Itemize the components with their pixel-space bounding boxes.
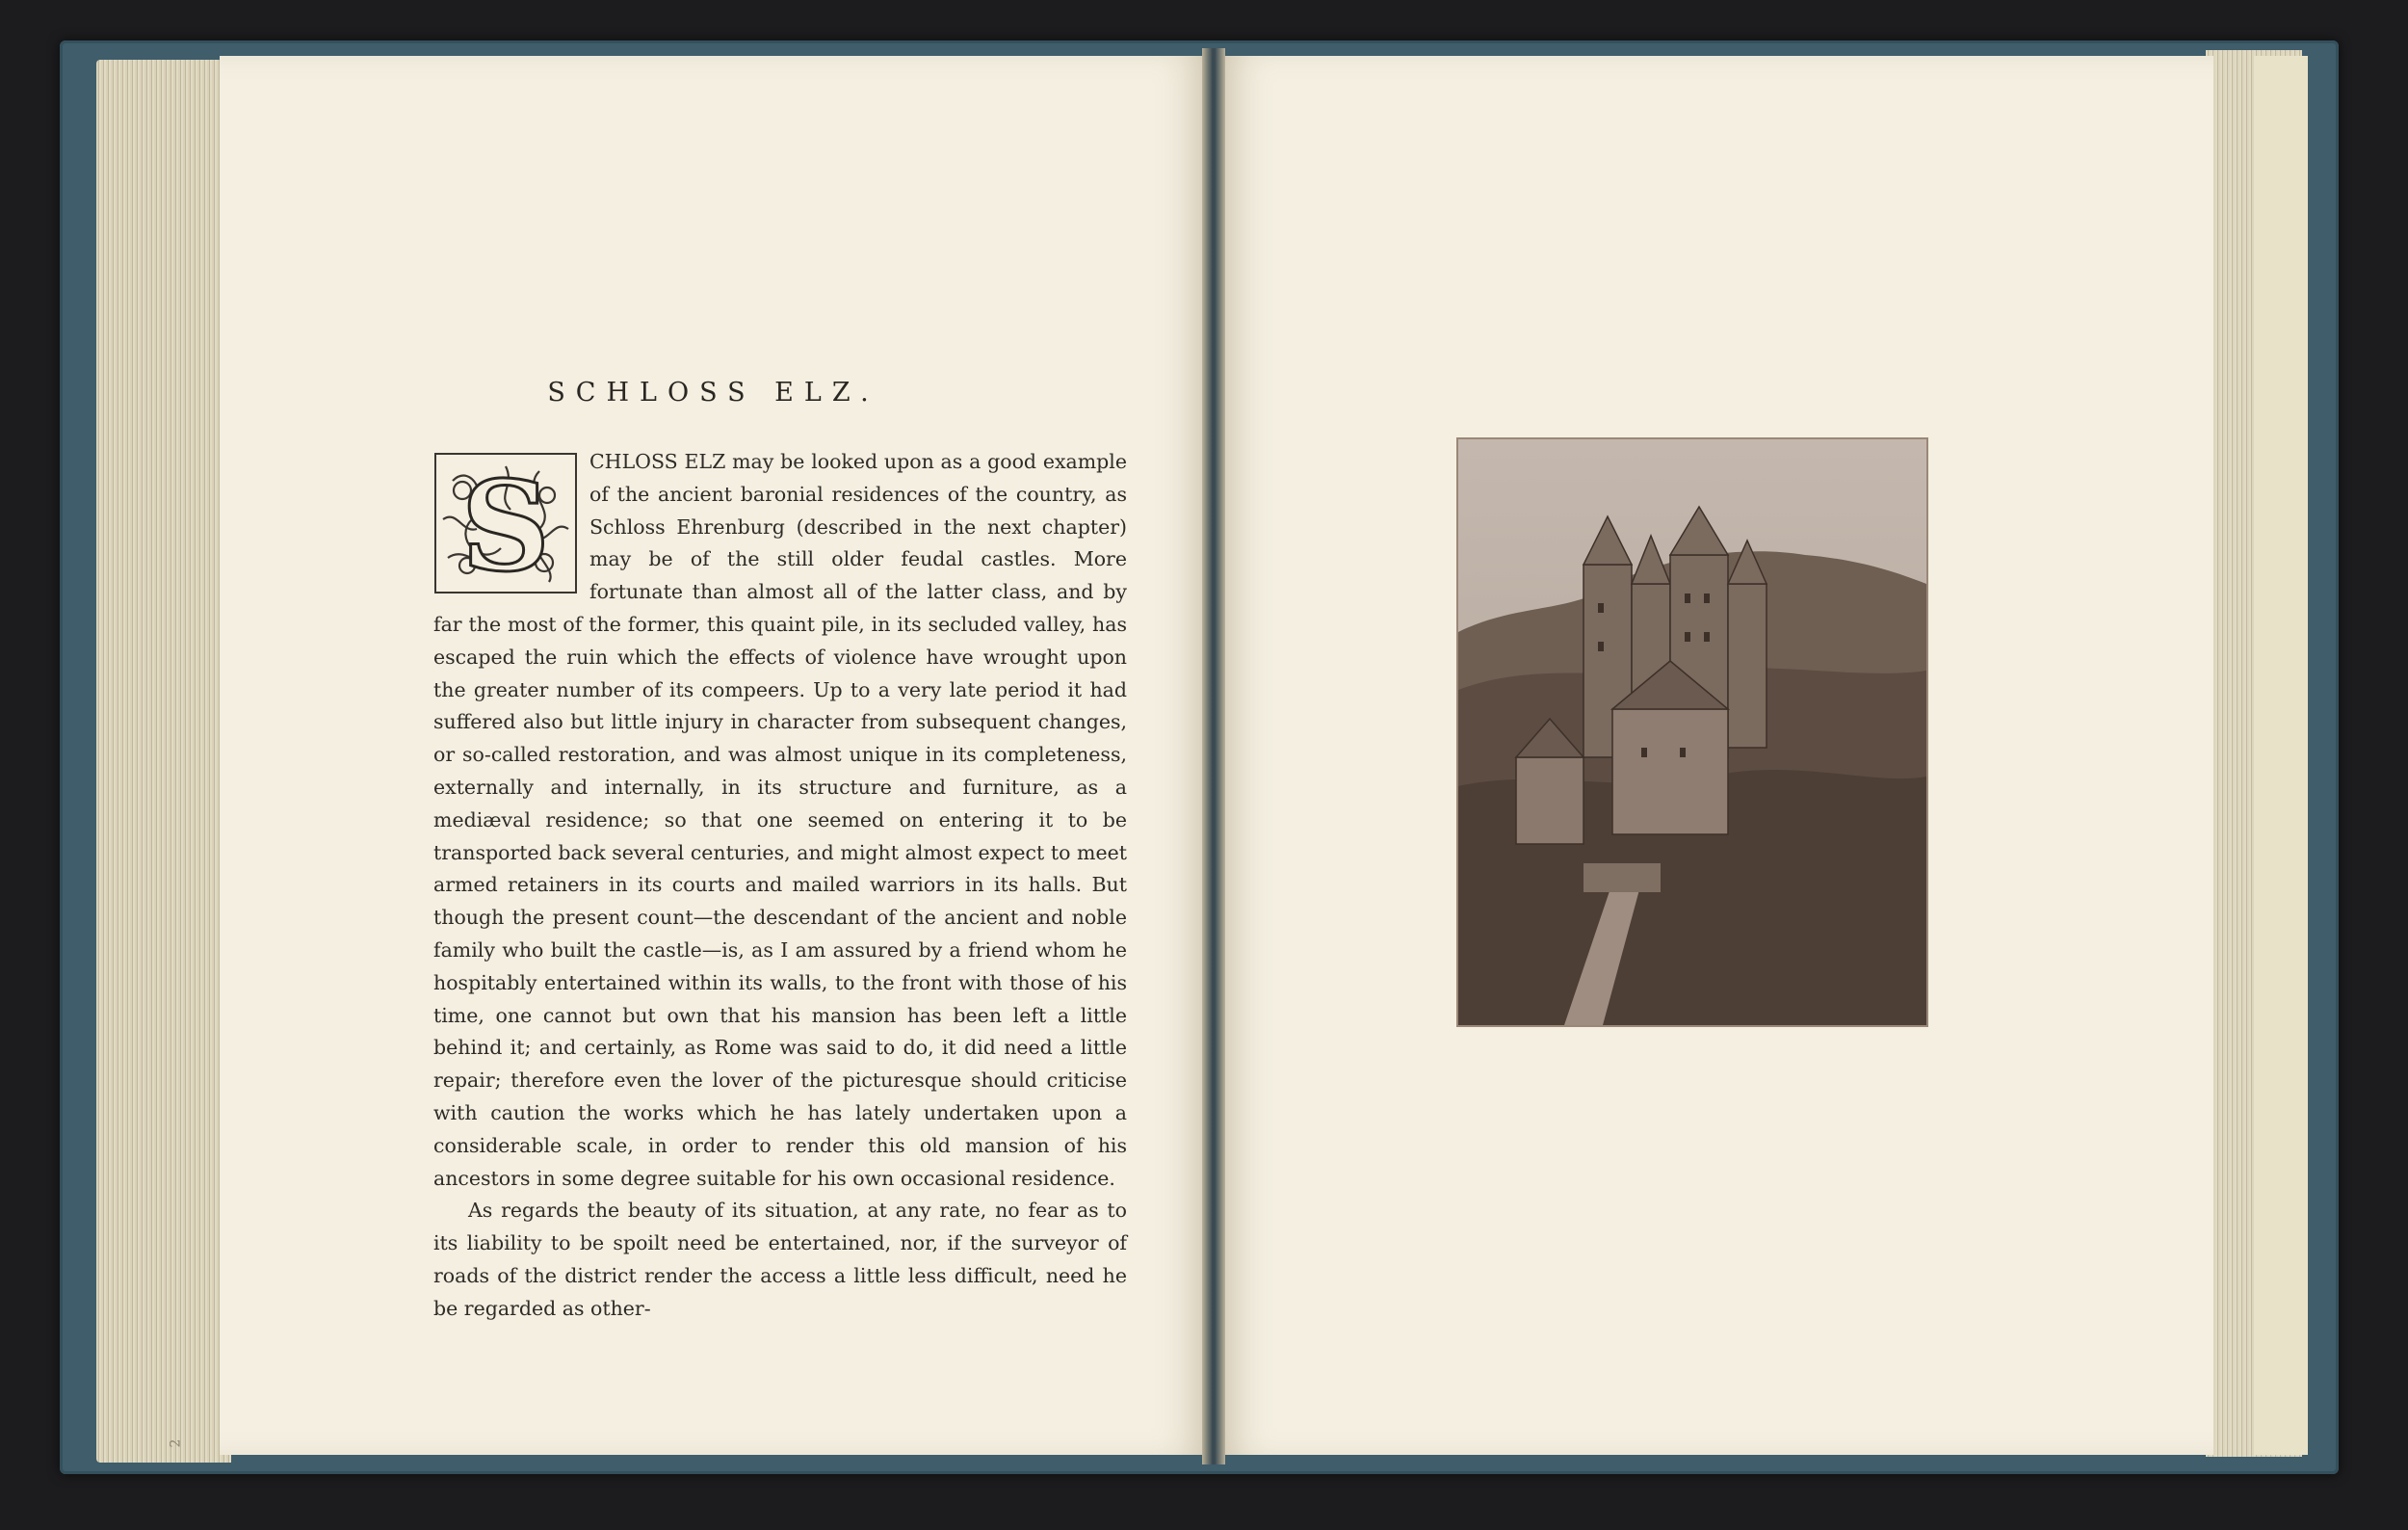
ornamental-dropcap-icon — [433, 452, 578, 594]
paragraph-2: As regards the beauty of its situation, at any rate, no fear as to its liability to be spoilt need be entertained, nor, if the surveyor of roads of the district render the access a little less difficult, need he be regarded as other- — [433, 1199, 1127, 1320]
castle-photo-image — [1458, 439, 1926, 1025]
page-edges-left — [96, 60, 231, 1463]
endpaper-right — [2254, 56, 2308, 1455]
castle-photograph — [1458, 439, 1926, 1025]
chapter-title: SCHLOSS ELZ. — [547, 378, 879, 408]
page-number: 2 — [168, 1438, 184, 1448]
paragraph-1: CHLOSS ELZ may be looked upon as a good example of the ancient baronial residences of the country, as Schloss Ehrenburg (described in the next chapter) may be of the still older feudal castles. More fortunate than almost all of the latter class, and by far the most of the former, this quaint pile, in its secluded valley, has escaped the ruin which the effects of violence have wrought upon the greater number of its compeers. Up to a very late period it had suffered also but little injury in character from subsequent changes, or so-called restoration, and was almost unique in its completeness, externally and internally, in its structure and furniture, as a mediæval residence; so that one seemed on entering it to be transported back several centuries, and might almost expect to meet armed retainers in its courts and mailed warriors in its halls. But though the present count—the descendant of the ancient and noble family who built the castle—is, as I am assured by a friend whom he hospitably entertained within its walls, to the front with those of his time, one cannot but own that his mansion has been left a little behind it; and certainly, as Rome was said to do, it did need a little repair; therefore even the lover of the picturesque should criticise with caution the works which he has lately undertaken upon a considerable scale, in order to render this old mansion of his ancestors in some degree suitable for his own occasional residence. — [433, 450, 1127, 1190]
body-text — [433, 446, 1127, 1326]
svg-text:S: S — [460, 455, 551, 594]
book-gutter — [1202, 48, 1225, 1464]
